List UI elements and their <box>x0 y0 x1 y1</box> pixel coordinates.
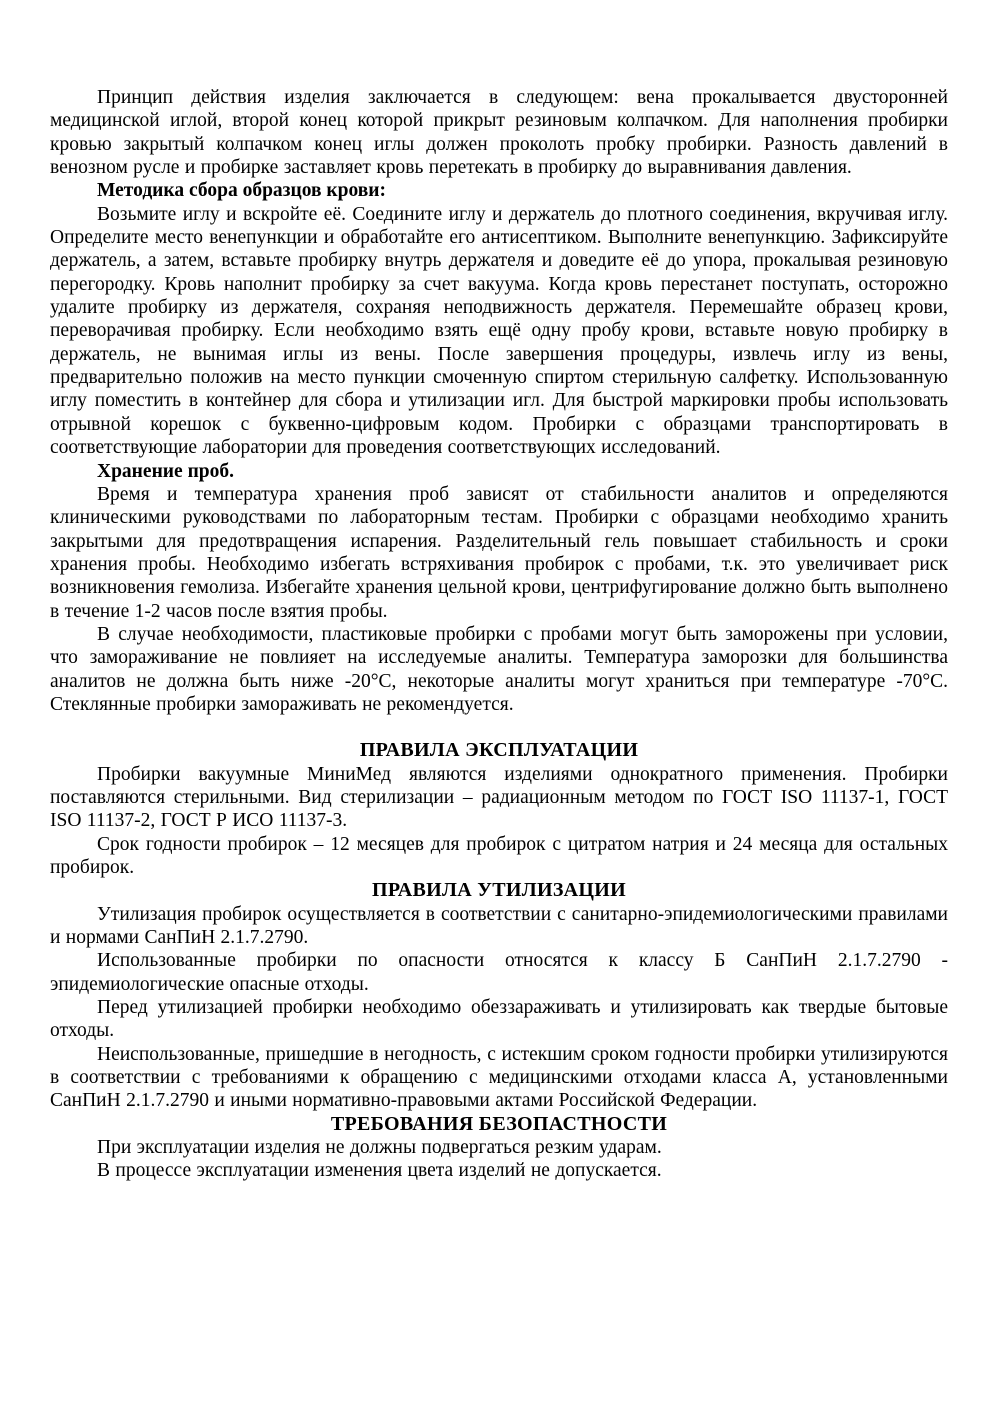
heading-operation-rules: ПРАВИЛА ЭКСПЛУАТАЦИИ <box>359 739 639 762</box>
heading-sample-storage: Хранение проб. <box>97 460 235 482</box>
paragraph-safety-impacts: При эксплуатации изделия не должны подвергаться резким ударам. <box>97 1137 662 1159</box>
paragraph-blood-sampling-method: Возьмите иглу и вскройте её. Соедините иглу и держатель до плотного соединения, вкручивая иглу. Определите место венепункции и обработайте его антисептиком. Выполните венепункцию. Зафиксируйте держатель, а затем, вставьте пробирку внутрь держателя и доведите её до упора, прокалывая резиновую перегородку. Кровь наполнит пробирку за счет вакуума. Когда кровь перестанет поступать, осторожно удалите пробирку из держателя, сохраняя неподвижность держателя. Перемешайте образец крови, переворачивая пробирку. Если необходимо взять ещё одну пробу крови, вставьте новую пробирку в держатель, не вынимая иглы из вены. После завершения процедуры, извлечь иглу из вены, предварительно положив на место пункции смоченную спиртом стерильную салфетку. Использованную иглу поместить в контейнер для сбора и утилизации игл. Для быстрой маркировки пробы использовать отрывной корешок с буквенно-цифровым кодом. Пробирки с образцами транспортировать в соответствующие лаборатории для проведения соответствующих исследований. <box>50 203 948 459</box>
paragraph-disposal-disinfection: Перед утилизацией пробирки необходимо обеззараживать и утилизировать как твердые бытовые отходы. <box>50 997 948 1042</box>
paragraph-sample-freezing: В случае необходимости, пластиковые пробирки с пробами могут быть заморожены при условии, что замораживание не повлияет на исследуемые аналиты. Температура заморозки для большинства аналитов не должна быть ниже -20°С, некоторые аналиты могут храниться при температуре -70°С. Стеклянные пробирки замораживать не рекомендуется. <box>50 623 948 715</box>
paragraph-single-use-sterilization: Пробирки вакуумные МиниМед являются изделиями однократного применения. Пробирки поставляются стерильными. Вид стерилизации – радиационным методом по ГОСТ ISO 11137-1, ГОСТ ISO 11137-2, ГОСТ Р ИСО 11137-3. <box>50 763 948 832</box>
heading-safety-requirements: ТРЕБОВАНИЯ БЕЗОПАСТНОСТИ <box>330 1112 668 1135</box>
heading-disposal-rules: ПРАВИЛА УТИЛИЗАЦИИ <box>371 879 626 902</box>
paragraph-disposal-unused-tubes: Неиспользованные, пришедшие в негодность, с истекшим сроком годности пробирки утилизируются в соответствии с требованиями к обращению с медицинскими отходами класса А, установленными СанПиН 2.1.7.2790 и иными нормативно-правовыми актами Российской Федерации. <box>50 1043 948 1112</box>
paragraph-shelf-life: Срок годности пробирок – 12 месяцев для пробирок с цитратом натрия и 24 месяца для остальных пробирок. <box>50 833 948 878</box>
paragraph-safety-color-change: В процессе эксплуатации изменения цвета изделий не допускается. <box>97 1160 662 1182</box>
heading-blood-sampling-method: Методика сбора образцов крови: <box>97 180 387 202</box>
paragraph-operating-principle: Принцип действия изделия заключается в следующем: вена прокалывается двусторонней медицинской иглой, второй конец которой прикрыт резиновым колпачком. Для наполнения пробирки кровью закрытый колпачком конец иглы должен проколоть пробку пробирки. Разность давлений в венозном русле и пробирке заставляет кровь перетекать в пробирку до выравнивания давления. <box>50 87 948 179</box>
paragraph-disposal-sanpin: Утилизация пробирок осуществляется в соответствии с санитарно-эпидемиологическими правилами и нормами СанПиН 2.1.7.2790. <box>50 903 948 949</box>
paragraph-disposal-class-b: Использованные пробирки по опасности относятся к классу Б СанПиН 2.1.7.2790 - эпидемиологические опасные отходы. <box>50 950 948 995</box>
paragraph-sample-storage-conditions: Время и температура хранения проб зависят от стабильности аналитов и определяются клиническими руководствами по лабораторным тестам. Пробирки с образцами необходимо хранить закрытыми для предотвращения испарения. Разделительный гель повышает стабильность и сроки хранения пробы. Необходимо избегать встряхивания пробирок с пробами, т.к. это увеличивает риск возникновения гемолиза. Избегайте хранения цельной крови, центрифугирование должно быть выполнено в течение 1-2 часов после взятия пробы. <box>50 483 948 622</box>
